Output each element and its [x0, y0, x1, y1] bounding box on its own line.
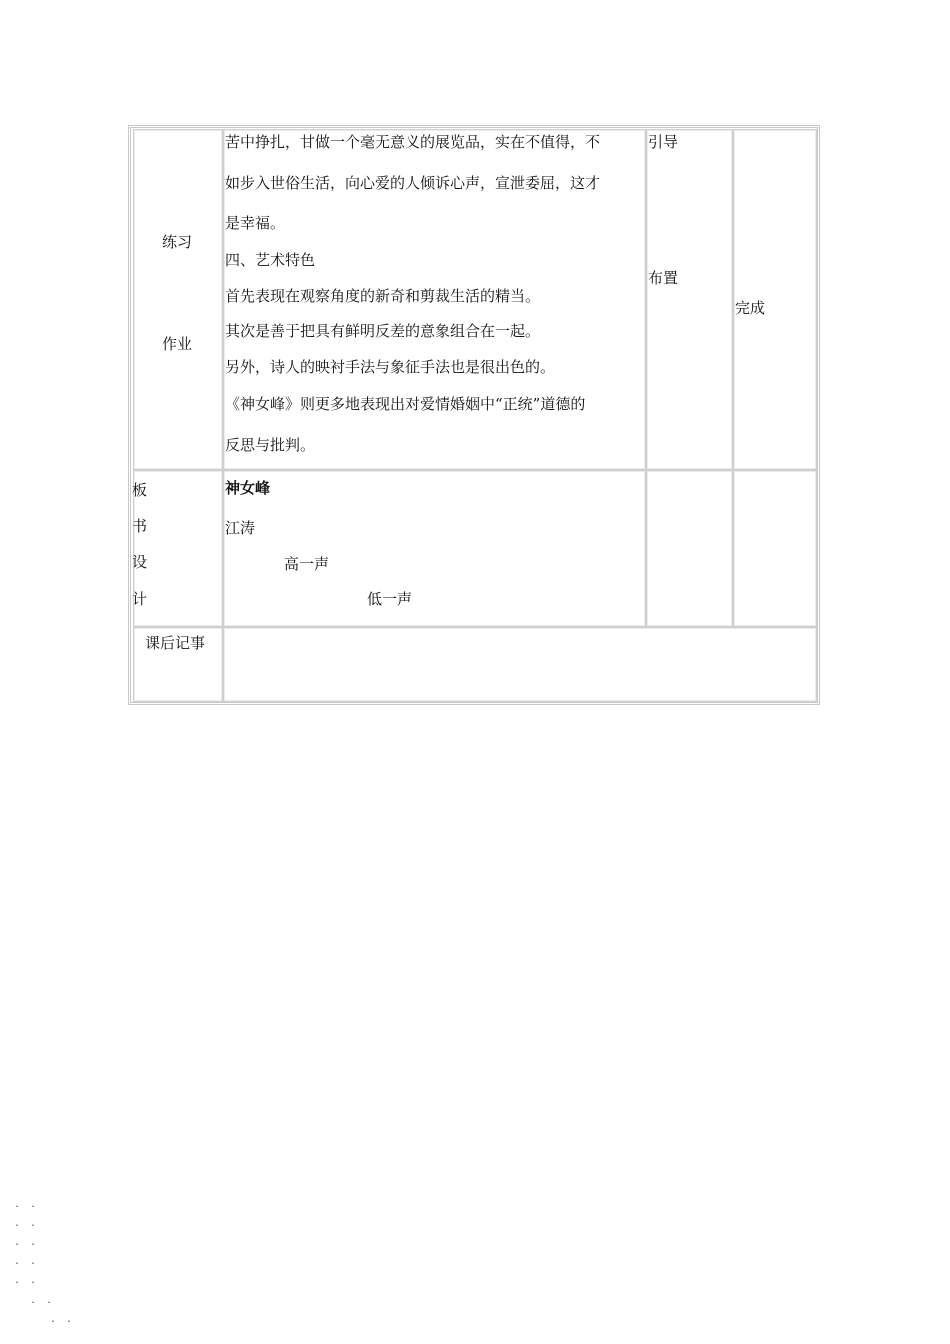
practice-content-line: 反思与批判。 [225, 436, 316, 454]
footer-dots: . . [14, 1256, 39, 1267]
board-label-char: 书 [132, 517, 148, 535]
footer-dots: . . [30, 1295, 55, 1306]
board-author: 江涛 [225, 519, 256, 537]
footer-dots: . . [50, 1314, 75, 1325]
notes-label: 课后记事 [145, 634, 206, 652]
practice-content-line: 另外，诗人的映衬手法与象征手法也是很出色的。 [225, 358, 556, 376]
practice-content-line: 苦中挣扎，甘做一个毫无意义的展览品，实在不值得，不 [225, 133, 601, 151]
board-line-high: 高一声 [284, 555, 330, 573]
footer-dots: . . [14, 1237, 39, 1248]
teacher-activity-assign: 布置 [648, 269, 679, 287]
row-board-content-cell [223, 470, 646, 627]
footer-dots: . . [14, 1275, 39, 1286]
board-line-low: 低一声 [367, 590, 413, 608]
practice-content-line: 《神女峰》则更多地表现出对爱情婚姻中“正统”道德的 [225, 395, 586, 413]
board-label-char: 板 [132, 481, 148, 499]
practice-content-line: 是幸福。 [225, 214, 286, 232]
practice-content-line: 其次是善于把具有鲜明反差的意象组合在一起。 [225, 322, 541, 340]
board-label-char: 设 [132, 553, 148, 571]
row-notes-content-cell [223, 627, 817, 702]
footer-dots: . . [14, 1199, 39, 1210]
practice-label-line2: 作业 [162, 335, 193, 353]
row-board-student-cell [733, 470, 817, 627]
row-board-teacher-cell [646, 470, 733, 627]
student-activity-complete: 完成 [735, 299, 766, 317]
practice-label-line1: 练习 [162, 233, 193, 251]
board-title: 神女峰 [225, 479, 271, 497]
teacher-activity-guide: 引导 [648, 133, 679, 151]
practice-content-heading: 四、艺术特色 [225, 251, 316, 269]
row-practice-label-cell [133, 129, 223, 470]
row-practice-teacher-cell [646, 129, 733, 470]
board-label-char: 计 [132, 590, 148, 608]
practice-content-line: 首先表现在观察角度的新奇和剪裁生活的精当。 [225, 287, 541, 305]
footer-dots: . . [14, 1218, 39, 1229]
practice-content-line: 如步入世俗生活，向心爱的人倾诉心声，宣泄委屈，这才 [225, 174, 601, 192]
